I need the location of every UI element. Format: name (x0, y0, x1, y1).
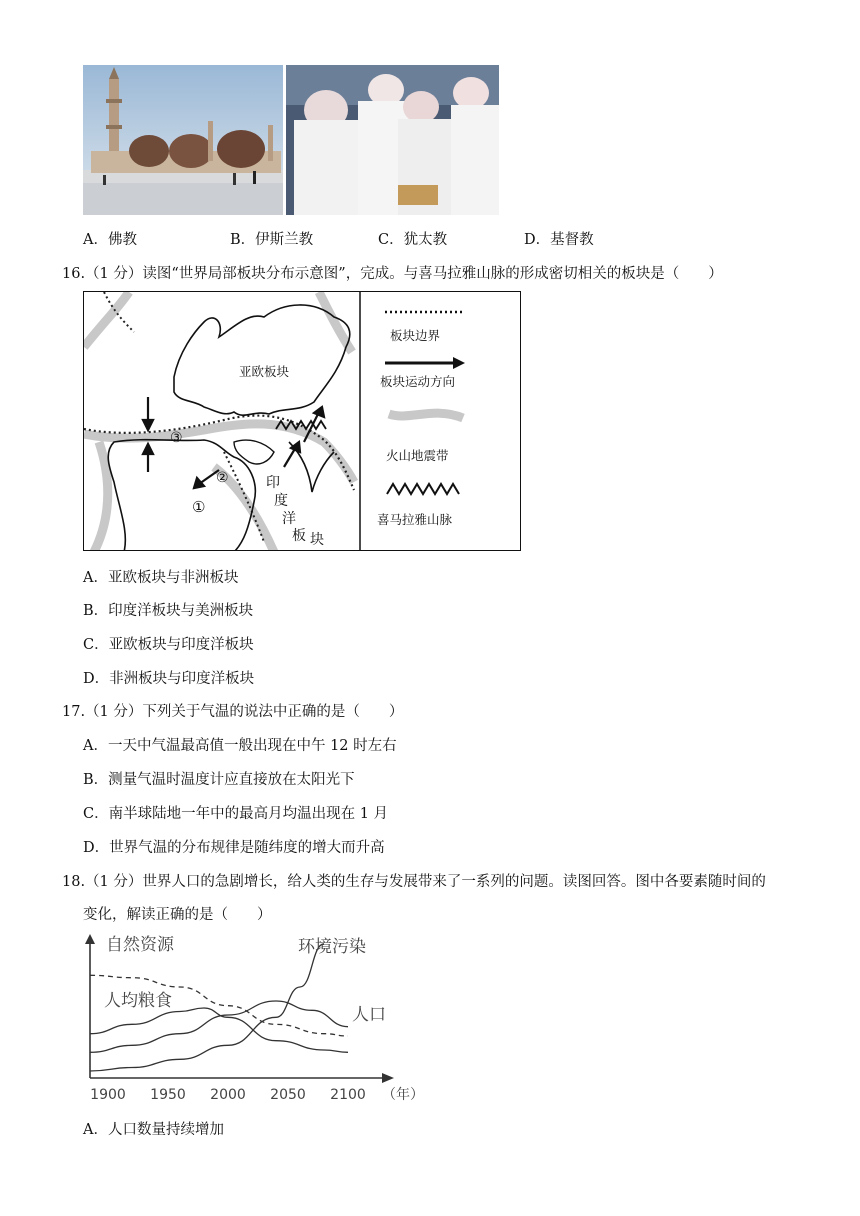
mosque-photo (83, 65, 283, 215)
x-unit-label: （年） (382, 1087, 424, 1103)
legend-volcano-belt: 火山地震带 (386, 448, 449, 463)
x-axis-arrow (382, 1073, 394, 1083)
option-text: 基督教 (550, 232, 594, 248)
q18-stem-line1: 18.（1 分）世界人口的急剧增长，给人类的生存与发展带来了一系列的问题。读图回答。图中各要素随时间的 (62, 874, 766, 890)
legend-himalaya: 喜马拉雅山脉 (377, 512, 453, 527)
q16-option-b[interactable]: B．印度洋板块与美洲板块 (83, 603, 254, 619)
option-letter: A． (83, 232, 108, 248)
q15-option-a[interactable] (83, 228, 137, 249)
map-marker-1: ① (192, 498, 206, 516)
x-tick-label: 1950 (150, 1087, 186, 1103)
q17-stem: 17.（1 分）下列关于气温的说法中正确的是（ ） (62, 704, 404, 720)
legend-plate-boundary: 板块边界 (390, 328, 441, 343)
option-text: 伊斯兰教 (255, 232, 314, 248)
x-tick-label: 2000 (210, 1087, 246, 1103)
option-text: 佛教 (107, 232, 137, 248)
q15-option-d[interactable] (524, 228, 594, 249)
q17-option-c[interactable]: C．南半球陆地一年中的最高月均温出现在 1 月 (83, 806, 389, 822)
mosque-illustration (83, 65, 283, 215)
map-marker-3: ③ (170, 430, 183, 446)
map-label-indian-4: 板 (292, 528, 306, 544)
population-resource-chart (76, 932, 436, 1112)
map-label-indian-5: 块 (310, 532, 324, 548)
series-label-2: 人均粮食 (104, 991, 172, 1011)
people-photo (286, 65, 499, 215)
volcano-belt-symbol (389, 413, 463, 418)
option-letter: B． (230, 232, 256, 248)
option-text: 犹太教 (403, 232, 448, 248)
q16-option-a[interactable]: A．亚欧板块与非洲板块 (83, 570, 239, 586)
series-label-3: 人口 (352, 1005, 386, 1025)
series-label-0: 自然资源 (106, 935, 174, 955)
map-label-indian-3: 洋 (282, 511, 296, 527)
q16-option-d[interactable]: D．非洲板块与印度洋板块 (83, 671, 255, 687)
series-label-1: 环境污染 (298, 937, 366, 957)
option-letter: C． (378, 232, 404, 248)
q15-option-c[interactable] (378, 228, 447, 249)
q16-stem: 16.（1 分）读图“世界局部板块分布示意图”，完成。与喜马拉雅山脉的形成密切相关的板块是（ ） (62, 266, 723, 282)
q16-option-c[interactable]: C．亚欧板块与印度洋板块 (83, 637, 254, 653)
x-tick-label: 1900 (90, 1087, 126, 1103)
x-tick-label: 2050 (270, 1087, 306, 1103)
people-illustration (286, 65, 499, 215)
himalaya-symbol (387, 484, 459, 494)
q18-stem-line2: 变化，解读正确的是（ ） (83, 907, 272, 923)
option-letter: D． (524, 232, 551, 248)
q15-option-b[interactable] (230, 228, 313, 249)
q18-option-a[interactable]: A．人口数量持续增加 (83, 1122, 224, 1138)
y-axis-arrow (85, 934, 95, 944)
plate-map (83, 291, 521, 551)
legend-plate-motion: 板块运动方向 (380, 374, 456, 389)
q17-option-b[interactable]: B．测量气温时温度计应直接放在太阳光下 (83, 772, 355, 788)
x-tick-label: 2100 (330, 1087, 366, 1103)
q17-option-d[interactable]: D．世界气温的分布规律是随纬度的增大而升高 (83, 840, 385, 856)
map-label-indian-2: 度 (274, 493, 288, 509)
q17-option-a[interactable]: A．一天中气温最高值一般出现在中午 12 时左右 (83, 738, 397, 754)
map-label-indian-1: 印 (266, 475, 280, 491)
map-label-eurasian: 亚欧板块 (239, 364, 290, 379)
map-marker-2: ② (216, 470, 229, 486)
